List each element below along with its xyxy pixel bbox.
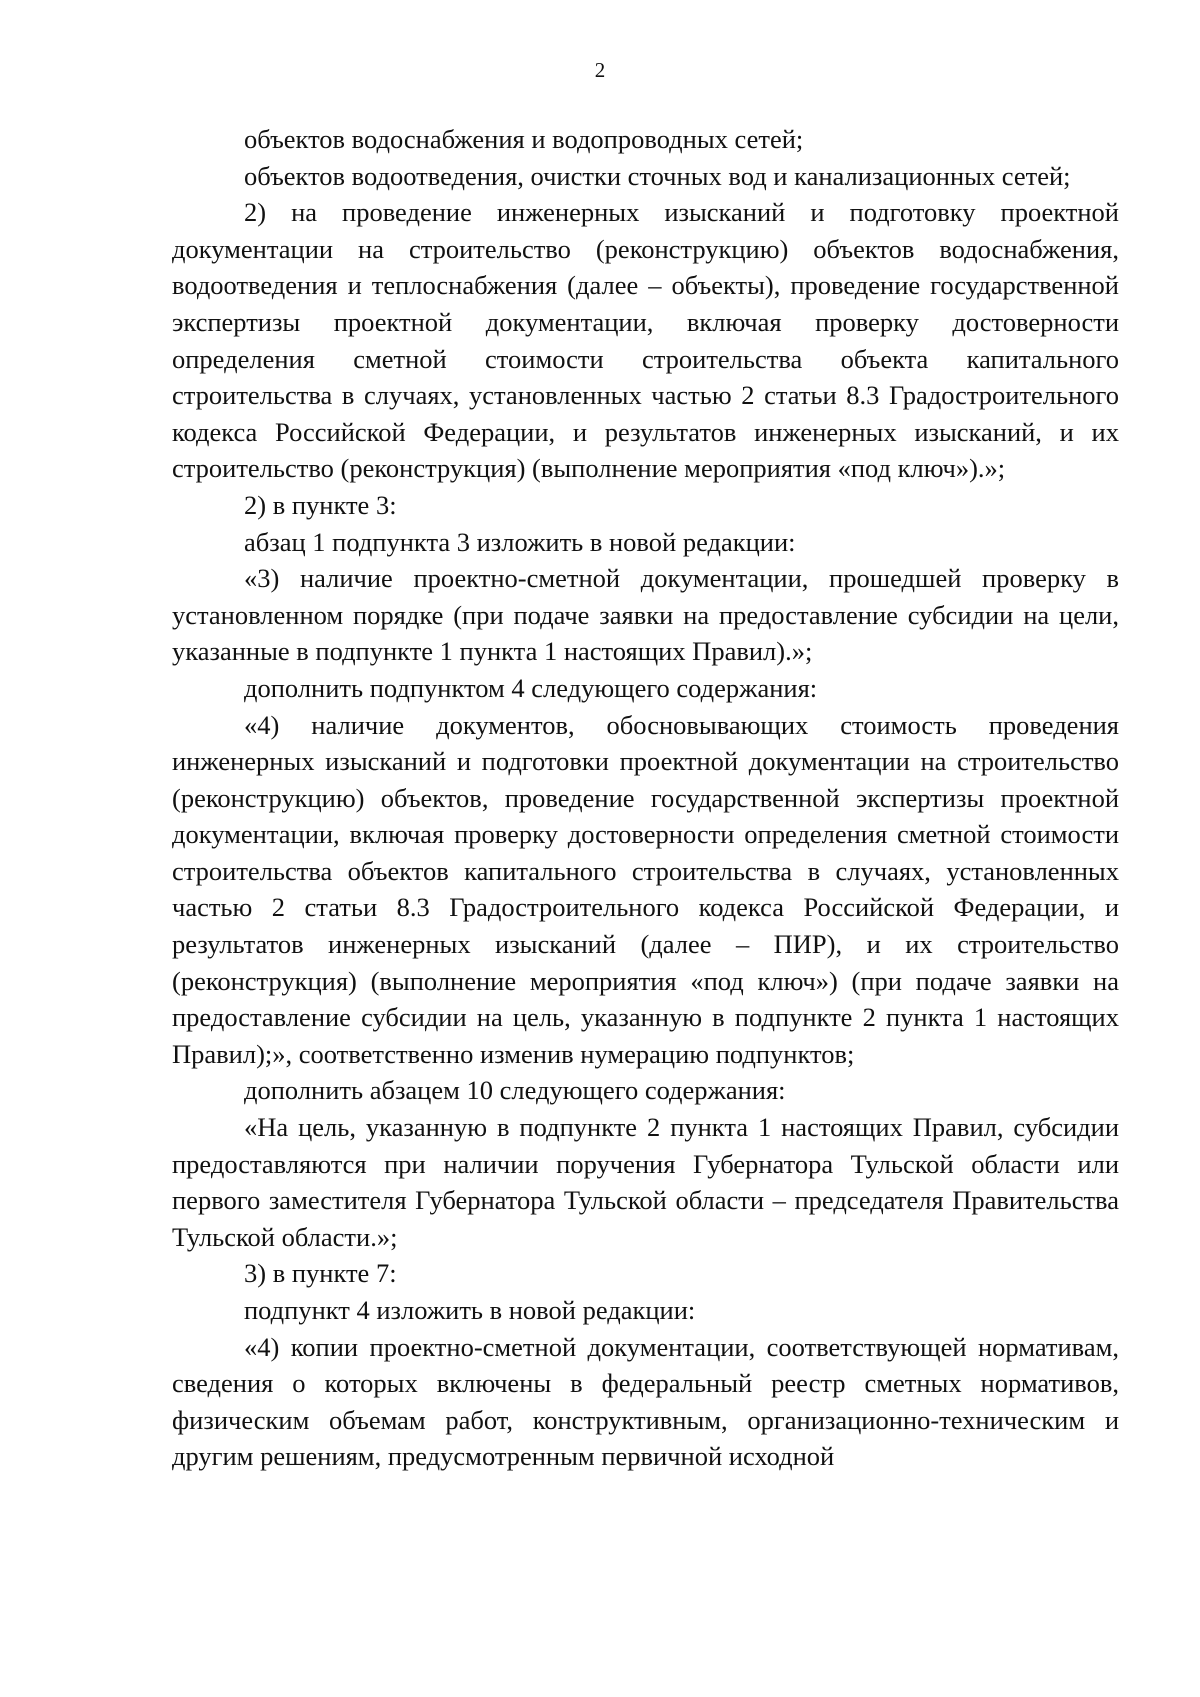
paragraph: подпункт 4 изложить в новой редакции: [244, 1295, 696, 1325]
paragraph: объектов водоснабжения и водопроводных сетей; [244, 124, 804, 154]
paragraph: объектов водоотведения, очистки сточных вод и канализационных сетей; [244, 160, 1071, 191]
paragraph: 2) на проведение инженерных изысканий и подготовку проектной документации на строительство (реконструкцию) объектов водоснабжения, водоотведения и теплоснабжения (далее – объекты), проведение государственной экспертизы проектной документации, включая проверку достоверности определения сметной стоимости строительства объекта капитального строительства в случаях, установленных частью 2 статьи 8.3 Градостроительного кодекса Российской Федерации, и результатов инженерных изысканий, и их строительство (реконструкция) (выполнение мероприятия «под ключ»).»; [172, 197, 1119, 484]
paragraph: дополнить абзацем 10 следующего содержания: [244, 1075, 786, 1106]
page-number: 2 [594, 58, 606, 82]
paragraph: 3) в пункте 7: [244, 1258, 397, 1289]
document-body [172, 121, 1119, 1475]
paragraph: дополнить подпунктом 4 следующего содержания: [244, 672, 818, 703]
paragraph: «На цель, указанную в подпункте 2 пункта 1 настоящих Правил, субсидии предоставляются при наличии поручения Губернатора Тульской области или первого заместителя Губернатора Тульской области – председателя Правительства Тульской области.»; [172, 1112, 1119, 1252]
paragraph: «3) наличие проектно-сметной документации, прошедшей проверку в установленном порядке (при подаче заявки на предоставление субсидии на цели, указанные в подпункте 1 пункта 1 настоящих Правил).»; [172, 563, 1119, 667]
paragraph: 2) в пункте 3: [244, 489, 397, 520]
paragraph: абзац 1 подпункта 3 изложить в новой редакции: [244, 526, 796, 557]
paragraph: «4) копии проектно-сметной документации, соответствующей нормативам, сведения о которых включены в федеральный реестр сметных нормативов, физическим объемам работ, конструктивным, организационно-техническим и другим решениям, предусмотренным первичной исходной [172, 1331, 1119, 1472]
paragraph: «4) наличие документов, обосновывающих стоимость проведения инженерных изысканий и подготовки проектной документации на строительство (реконструкцию) объектов, проведение государственной экспертизы проектной документации, включая проверку достоверности определения сметной стоимости строительства объектов капитального строительства в случаях, установленных частью 2 статьи 8.3 Градостроительного кодекса Российской Федерации, и результатов инженерных изысканий (далее – ПИР), и их строительство (реконструкция) (выполнение мероприятия «под ключ») (при подаче заявки на предоставление субсидии на цель, указанную в подпункте 2 пункта 1 настоящих Правил);», соответственно изменив нумерацию подпунктов; [172, 709, 1119, 1069]
